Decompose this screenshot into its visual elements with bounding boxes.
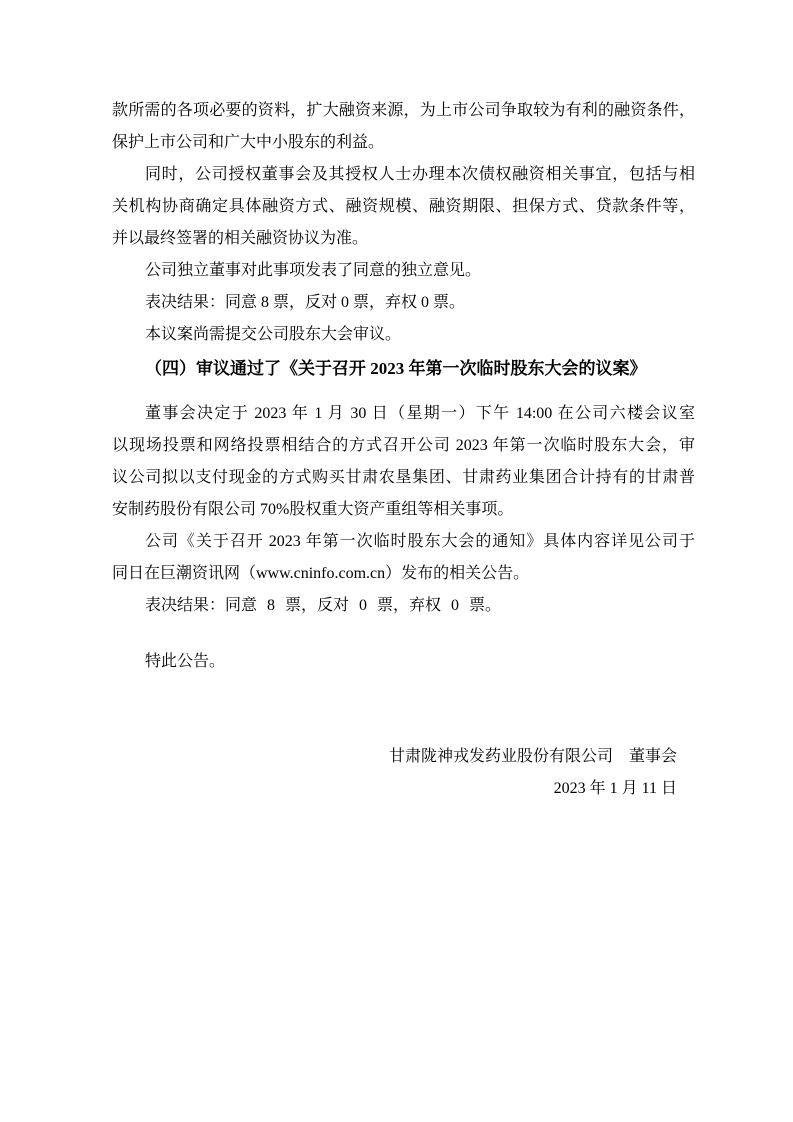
announcement-body — [112, 95, 695, 805]
doc-line: 以现场投票和网络投票相结合的方式召开公司 2023 年第一次临时股东大会，审 — [112, 437, 695, 454]
announcement-date: 2023 年 1 月 11 日 — [553, 780, 677, 797]
doc-line: 并以最终签署的相关融资协议为准。 — [112, 230, 369, 247]
doc-line: 安制药股份有限公司 70%股权重大资产重组等相关事项。 — [112, 501, 514, 518]
vote-result-line: 表决结果：同意 8 票，反对 0 票，弃权 0 票。 — [145, 294, 466, 311]
doc-line: 关机构协商确定具体融资方式、融资规模、融资期限、担保方式、贷款条件等， — [112, 198, 695, 215]
closing-statement: 特此公告。 — [145, 653, 226, 670]
company-signature: 甘肃陇神戎发药业股份有限公司 董事会 — [388, 748, 677, 765]
notice-url-line: 同日在巨潮资讯网（www.cninfo.com.cn）发布的相关公告。 — [112, 565, 530, 582]
doc-line: 款所需的各项必要的资料，扩大融资来源，为上市公司争取较为有利的融资条件， — [112, 102, 695, 119]
section-heading-4: （四）审议通过了《关于召开 2023 年第一次临时股东大会的议案》 — [145, 359, 647, 378]
doc-line: 董事会决定于 2023 年 1 月 30 日（星期一）下午 14:00 在公司六楼会议室 — [145, 405, 695, 422]
doc-line: 保护上市公司和广大中小股东的利益。 — [112, 134, 385, 151]
doc-line: 议公司拟以支付现金的方式购买甘肃农垦集团、甘肃药业集团合计持有的甘肃普 — [112, 469, 695, 486]
doc-line: 公司《关于召开 2023 年第一次临时股东大会的通知》具体内容详见公司于 — [145, 533, 695, 550]
submit-to-meeting-line: 本议案尚需提交公司股东大会审议。 — [145, 326, 402, 343]
independent-director-opinion-line: 公司独立董事对此事项发表了同意的独立意见。 — [145, 262, 482, 279]
vote-result-line: 表决结果：同意 8 票，反对 0 票，弃权 0 票。 — [145, 597, 502, 614]
doc-line: 同时，公司授权董事会及其授权人士办理本次债权融资相关事宜，包括与相 — [145, 166, 695, 183]
